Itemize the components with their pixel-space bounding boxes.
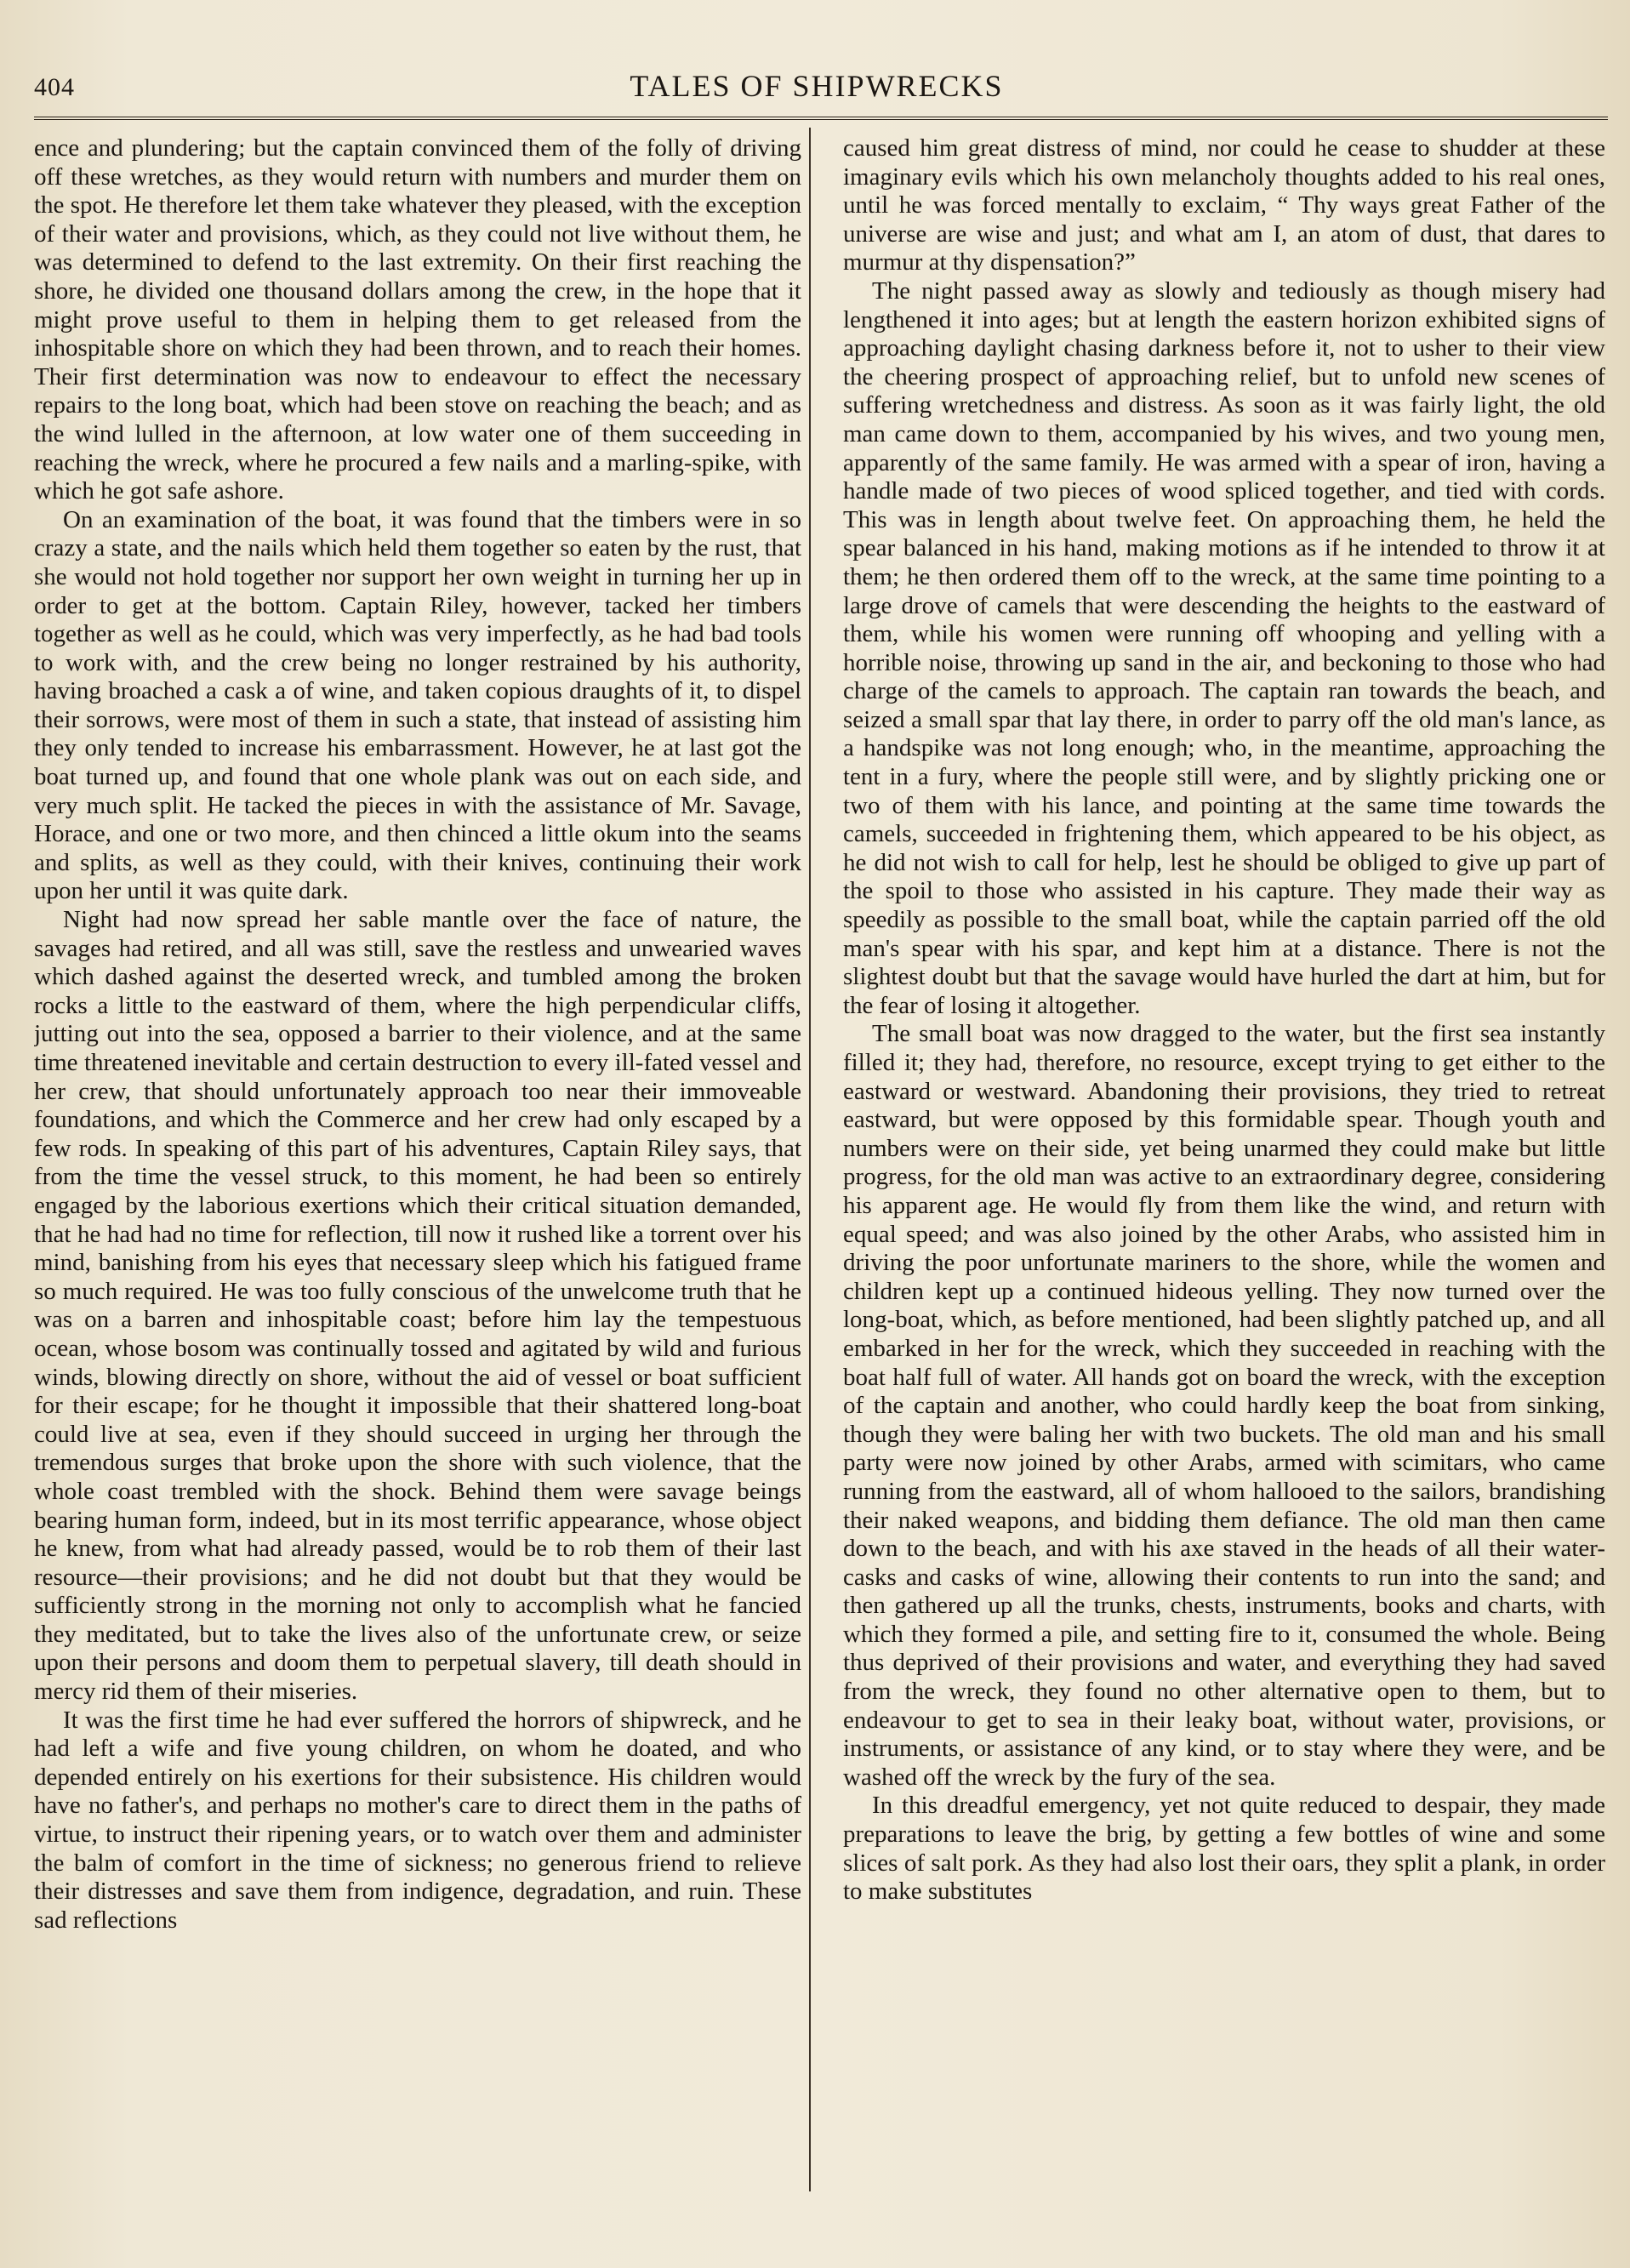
page-number: 404 [34,73,75,101]
right-column [843,134,1605,2193]
header-rule [34,117,1608,120]
paragraph: In this dreadful emergency, yet not quite reduced to despair, they made preparations to leave the brig, by getting a few bottles of wine and some slices of salt pork. As they had also lost their oars, they split a plank, in order to make substitutes [843,1792,1605,1906]
column-divider [809,128,811,2191]
paragraph: caused him great distress of mind, nor could he cease to shudder at these imaginary evils which his own melancholy thoughts added to his real ones, until he was forced mentally to exclaim, “ Thy ways great Father of the universe are wise and just; and what am I, an atom of dust, that dares to murmur at thy dispensation?” [843,134,1605,276]
paragraph: ence and plundering; but the captain convinced them of the folly of driving off these wretches, as they would return with numbers and murder them on the spot. He therefore let them take whatever they pleased, with the exception of their water and provisions, which, as they could not live without them, he was determined to defend to the last extremity. On their first reaching the shore, he divided one thousand dollars among the crew, in the hope that it might prove useful to them in helping them to get released from the inhospitable shore on which they had been thrown, and to reach their homes. Their first determination was now to endeavour to effect the necessary repairs to the long boat, which had been stove on reaching the beach; and as the wind lulled in the afternoon, at low water one of them succeeding in reaching the wreck, where he procured a few nails and a marling-spike, with which he got safe ashore. [34,134,801,505]
paragraph: It was the first time he had ever suffered the horrors of shipwreck, and he had left a wife and five young children, on whom he doated, and who depended entirely on his exertions for their subsistence. His children would have no father's, and perhaps no mother's care to direct them in the paths of virtue, to instruct their ripening years, or to watch over them and administer the balm of comfort in the time of sickness; no generous friend to relieve their distresses and save them from indigence, degradation, and ruin. These sad reflections [34,1706,801,1934]
left-column [34,134,801,2193]
paragraph: The night passed away as slowly and tediously as though misery had lengthened it into ages; but at length the eastern horizon exhibited signs of approaching daylight chasing darkness before it, not to usher to their view the cheering prospect of approaching relief, but to unfold new scenes of suffering wretchedness and distress. As soon as it was fairly light, the old man came down to them, accompanied by his wives, and two young men, apparently of the same family. He was armed with a spear of iron, having a handle made of two pieces of wood spliced together, and tied with cords. This was in length about twelve feet. On approaching them, he held the spear balanced in his hand, making motions as if he intended to throw it at them; he then ordered them off to the wreck, at the same time pointing to a large drove of camels that were descending the heights to the eastward of them, while his women were running off whooping and yelling with a horrible noise, throwing up sand in the air, and beckoning to those who had charge of the camels to approach. The captain ran towards the beach, and seized a small spar that lay there, in order to parry off the old man's lance, as a handspike was not long enough; who, in the meantime, approaching the tent in a fury, where the people still were, and by slightly pricking one or two of them with his lance, and pointing at the same time towards the camels, succeeded in frightening them, which appeared to be his object, as he did not wish to call for help, lest he should be obliged to give up part of the spoil to those who assisted in his capture. They made their way as speedily as possible to the small boat, while the captain parried off the old man's spear with his spar, and kept him at a distance. There is not the slightest doubt but that the savage would have hurled the dart at him, but for the fear of losing it altogether. [843,276,1605,1019]
paragraph: The small boat was now dragged to the water, but the first sea instantly filled it; they had, therefore, no resource, except trying to get either to the eastward or westward. Abandoning their provisions, they tried to retreat eastward, but were opposed by this formidable spear. Though youth and numbers were on their side, yet being unarmed they could make but little progress, for the old man was active to an extraordinary degree, considering his apparent age. He would fly from them like the wind, and return with equal speed; and was also joined by the other Arabs, who assisted him in driving the poor unfortunate mariners to the shore, while the women and children kept up a continued hideous yelling. They now turned over the long-boat, which, as before mentioned, had been slightly patched up, and all embarked in her for the wreck, which they succeeded in reaching with the boat half full of water. All hands got on board the wreck, with the exception of the captain and another, who could hardly keep the boat from sinking, though they were baling her with two buckets. The old man and his small party were now joined by other Arabs, armed with scimitars, who came running from the eastward, all of whom hallooed to the sailors, brandishing their naked weapons, and bidding them defiance. The old man then came down to the beach, and with his axe staved in the heads of all their water-casks and casks of wine, allowing their contents to run into the sand; and then gathered up all the trunks, chests, instruments, books and charts, with which they formed a pile, and setting fire to it, consumed the whole. Being thus deprived of their provisions and water, and everything they had saved from the wreck, they found no other alternative open to them, but to endeavour to get to sea in their leaky boat, without water, provisions, or instruments, or assistance of any kind, or to stay where they were, and be washed off the wreck by the fury of the sea. [843,1020,1605,1791]
paragraph: On an examination of the boat, it was found that the timbers were in so crazy a state, and the nails which held them together so eaten by the rust, that she would not hold together nor support her own weight in turning her up in order to get at the bottom. Captain Riley, however, tacked her timbers together as well as he could, which was very imperfectly, as he had bad tools to work with, and the crew being no longer restrained by his authority, having broached a cask a of wine, and taken copious draughts of it, to dispel their sorrows, were most of them in such a state, that instead of assisting him they only tended to increase his embarrassment. However, he at last got the boat turned up, and found that one whole plank was out on each side, and very much split. He tacked the pieces in with the assistance of Mr. Savage, Horace, and one or two more, and then chinced a little okum into the seams and splits, as well as they could, with their knives, continuing their work upon her until it was quite dark. [34,505,801,905]
running-title: TALES OF SHIPWRECKS [630,69,1004,103]
paragraph: Night had now spread her sable mantle over the face of nature, the savages had retired, and all was still, save the restless and unwearied waves which dashed against the deserted wreck, and tumbled among the broken rocks a little to the eastward of them, where the high perpendicular cliffs, jutting out into the sea, opposed a barrier to their violence, and at the same time threatened inevitable and certain destruction to every ill-fated vessel and her crew, that should unfortunately approach too near their immoveable foundations, and which the Commerce and her crew had only escaped by a few rods. In speaking of this part of his adventures, Captain Riley says, that from the time the vessel struck, to this moment, he had been so entirely engaged by the laborious exertions which their critical situation demanded, that he had had no time for reflection, till now it rushed like a torrent over his mind, banishing from his eyes that necessary sleep which his fatigued frame so much required. He was too fully conscious of the unwelcome truth that he was on a barren and inhospitable coast; before him lay the tempestuous ocean, whose bosom was continually tossed and agitated by wild and furious winds, blowing directly on shore, without the aid of vessel or boat sufficient for their escape; for he thought it impossible that their shattered long-boat could live at sea, even if they should succeed in urging her through the tremendous surges that broke upon the shore with such violence, that the whole coast trembled with the shock. Behind them were savage beings bearing human form, indeed, but in its most terrific appearance, whose object he knew, from what had already passed, would be to rob them of their last resource—their provisions; and he did not doubt but that they would be sufficiently strong in the morning not only to accomplish what he fancied they meditated, but to take the lives also of the unfortunate crew, or seize upon their persons and doom them to perpetual slavery, till death should in mercy rid them of their miseries. [34,906,801,1706]
page-header [34,65,1599,107]
